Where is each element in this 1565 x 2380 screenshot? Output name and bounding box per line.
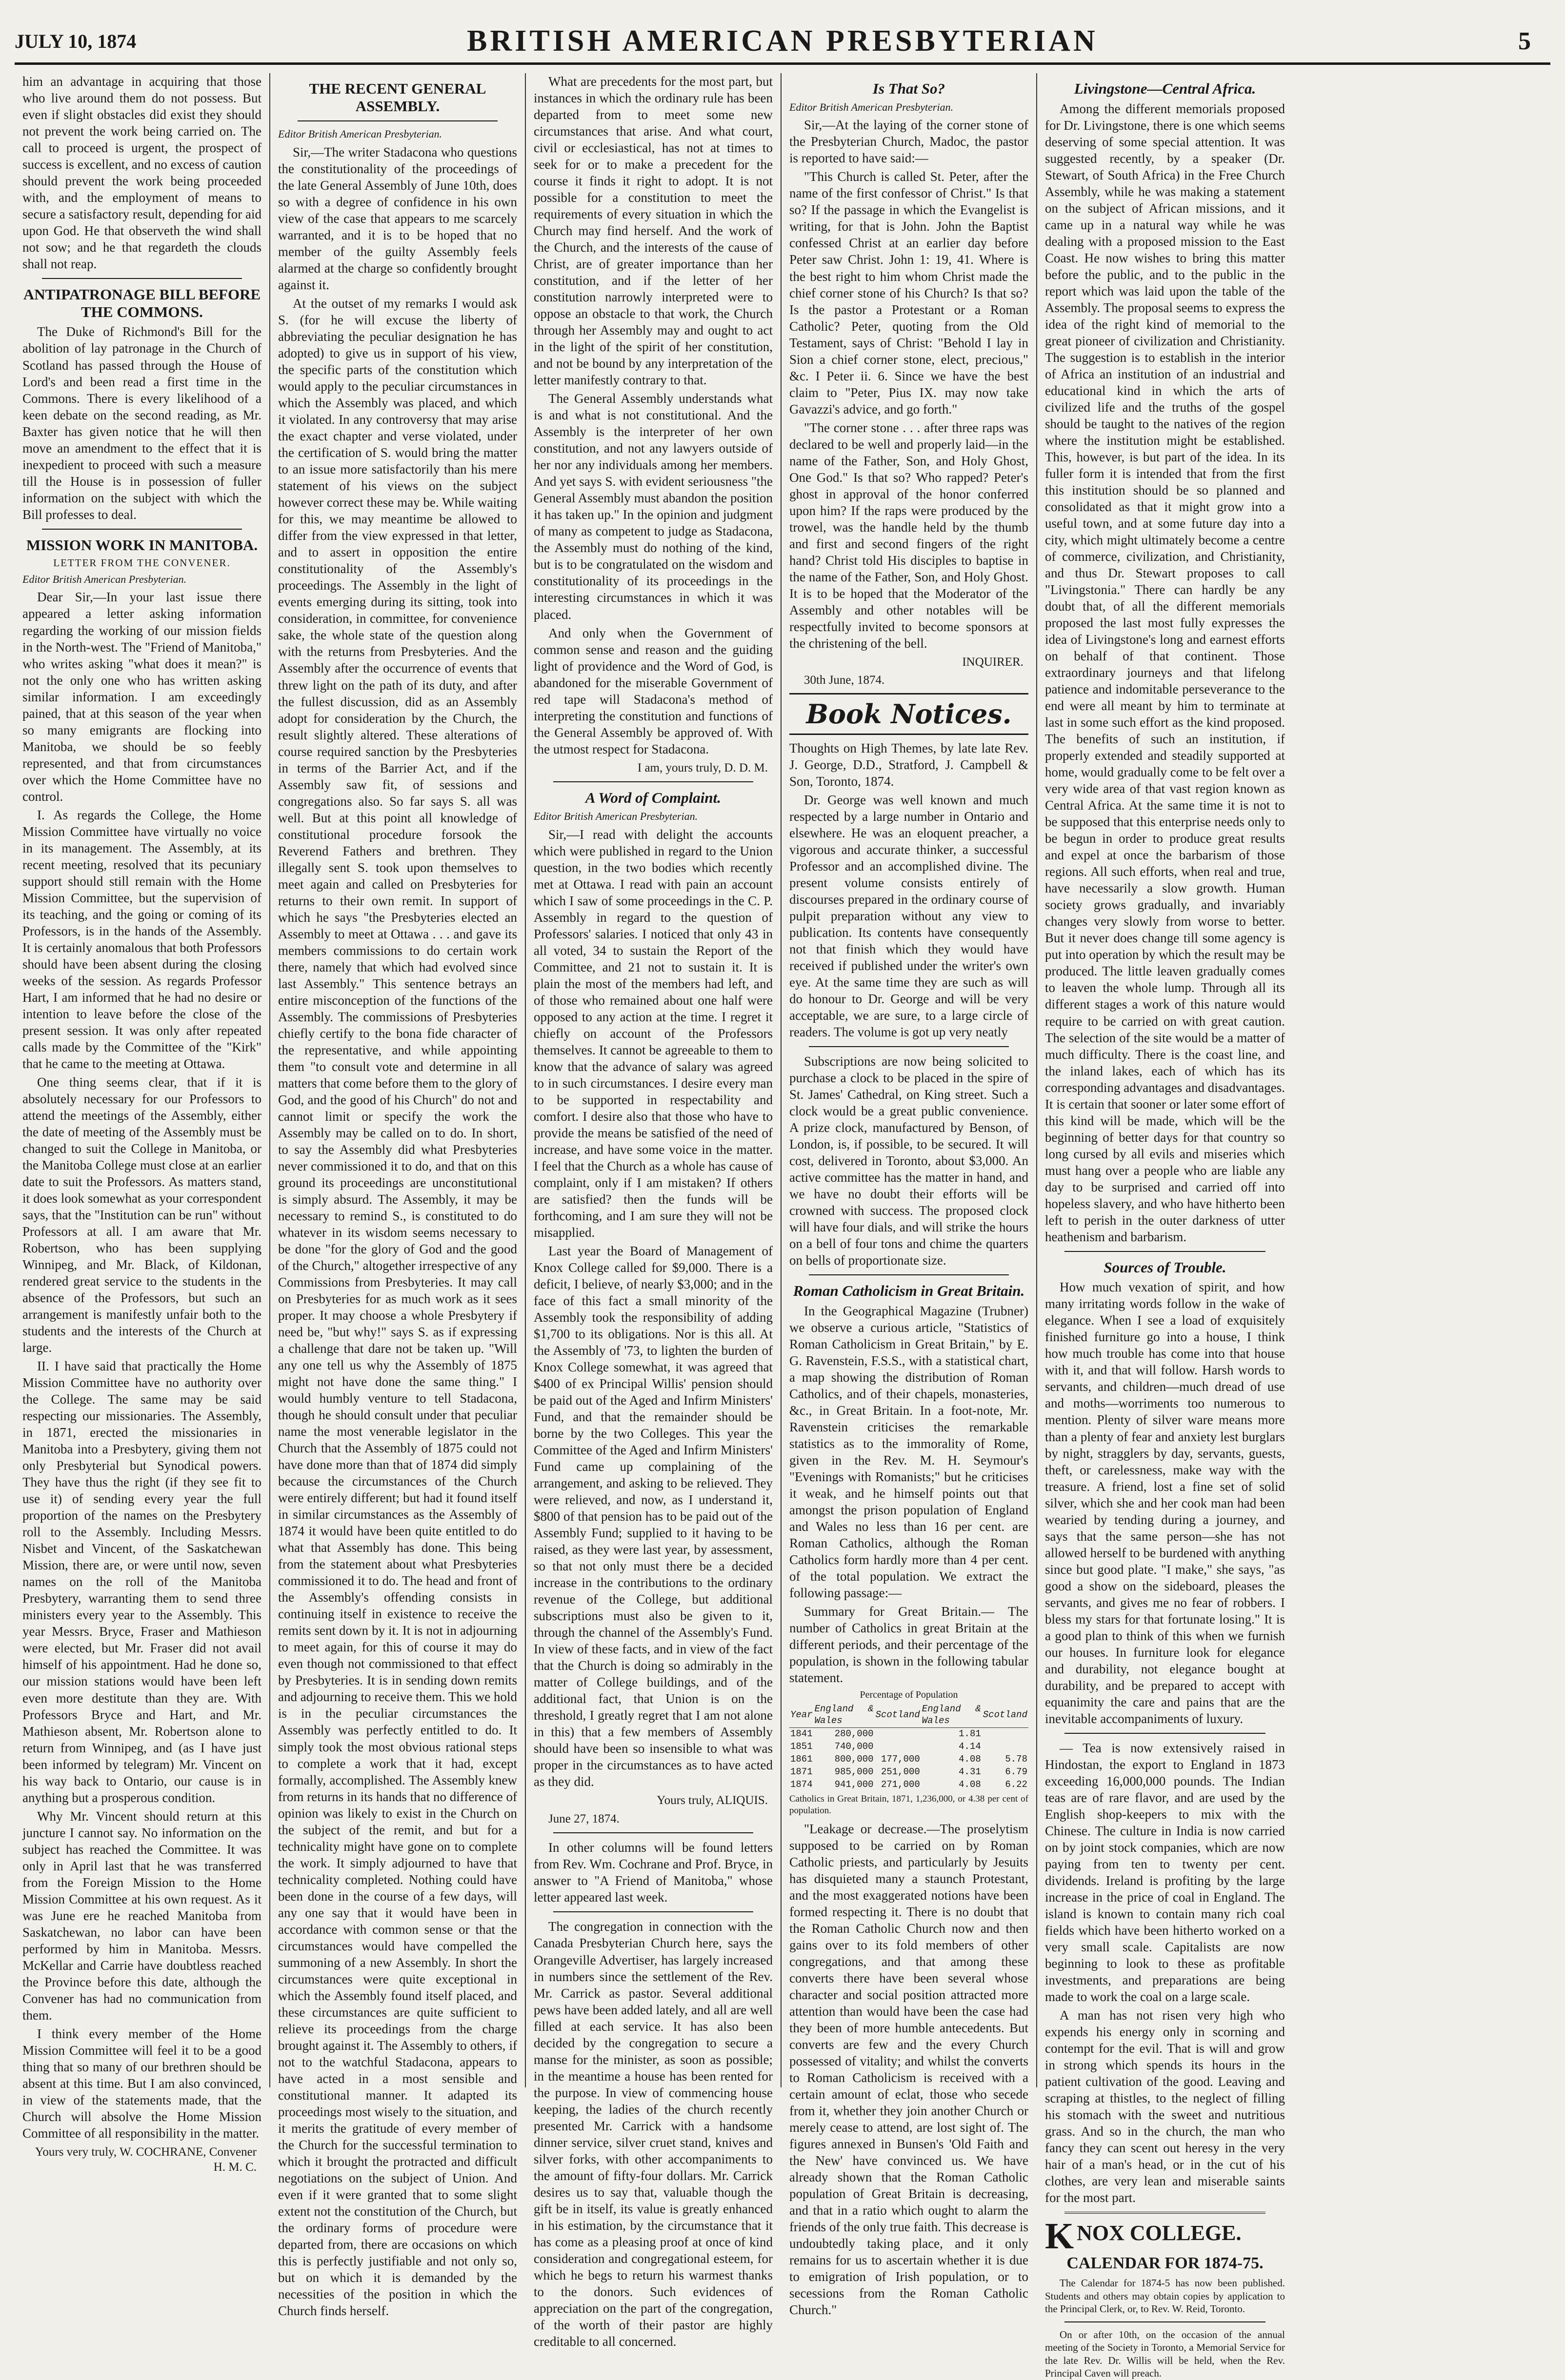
livingstone-title: Livingstone—Central Africa. <box>1074 80 1256 97</box>
book-review: Dr. George was well known and much respected by a large number in Ontario and elsewhere. He was an eloquent preacher, a vigorous and accurate thinker, a successful Professor and an accomplished divine. The present volume consists entirely of discourses prepared in the ordinary course of pulpit preparation without any view to publication. Its contents have consequently not that finish which they would have received if published under the writer's own eye. At the same time they are such as will do honour to Dr. George and will be very acceptable, we are sure, to a large circle of readers. The volume is got up very neatly <box>789 792 1028 1040</box>
book-title: Thoughts on High Themes, by late late Rev. J. George, D.D., Stratford, J. Campbell & Son, Toronto, 1874. <box>789 740 1028 789</box>
table-cell: 251,000 <box>881 1766 920 1778</box>
knox-title: NOX COLLEGE. <box>1077 2221 1242 2245</box>
mission-paragraph: One thing seems clear, that if it is absolutely necessary for our Professors to attend the meetings of the Assembly, either the date of meeting of the Assembly must be changed to suit the College in Manitoba, or the Manitoba College must close at an earlier date to suit the Professors. As matters stand, it does look somewhat as your correspondent says, that the "Institution can be run" without Professors at all. I am aware that Mr. Robertson, who has been supplying Winnipeg, and Mr. Black, of Kildonan, rendered great service to the students in the absence of the Professors, but such an arrangement is manifestly unfair both to the students and the interests of the Church at large. <box>22 1074 261 1355</box>
article-continuation: him an advantage in acquiring that those who live around them do not possess. But even if slight obstacles did exist they should not prevent the work being carried on. The call to proceed is urgent, the prospect of success is excellent, and no excess of caution should prevent the work being proceeded with, and the employment of means to secure a satisfactory result, depending for aid upon God. He that observeth the wind shall not sow; and he that regardeth the clouds shall not reap. <box>22 74 261 272</box>
table-cell: 1861 <box>790 1754 813 1765</box>
calendar-paragraph: The Calendar for 1874-5 has now been published. Students and others may obtain copies by application to the Principal Clerk, or, to Rev. W. Reid, Toronto. <box>1045 2277 1285 2315</box>
table-cell: 800,000 <box>834 1754 874 1765</box>
table-cell: 941,000 <box>834 1779 874 1790</box>
table-cell: 280,000 <box>834 1728 874 1740</box>
editor-note: Editor British American Presbyterian. <box>789 100 954 113</box>
stats-table <box>789 1703 1028 1792</box>
rc-paragraph: In the Geographical Magazine (Trubner) we observe a curious article, "Statistics of Roman Catholicism in Great Britain," by E. G. Ravenstein, F.S.S., with a statistical chart, a map showing the distribution of Roman Catholics, and of their chapels, monasteries, &c., in Great Britain. In a foot-note, Mr. Ravenstein criticises the remarkable statistics as to the immorality of Rome, given in the Rev. M. H. Seymour's "Evenings with Romanists;" but he criticises it weak, and he himself points out that amongst the prison population of England and Wales no less than 16 per cent. are Roman Catholics, although the Roman Catholics form hardly more than 4 per cent. of the total population. We extract the following passage:— <box>789 1304 1028 1601</box>
signature: Yours truly, ALIQUIS. <box>657 1794 768 1807</box>
tea-paragraph: — Tea is now extensively raised in Hindostan, the export to England in 1873 exceeding 16,000,000 pounds. The Indian teas are of rare flavor, and are used by the English shop-keepers to mix with the Chinese. The culture in India is now carried on by joint stock companies, which are now paying from ten to twenty per cent. dividends. Ireland is profiting by the large increase in the price of coal in England. The island is known to contain many rich coal fields which have been hitherto worked on a very small scale. Capitalists are now beginning to look to these as profitable investments, and preparations are being made to work the coal on a large scale. <box>1045 1740 1285 2004</box>
table-cell: 1874 <box>790 1779 813 1790</box>
divider <box>553 1911 753 1912</box>
divider <box>298 120 498 121</box>
assembly-paragraph: And only when the Government of common sense and reason and the guiding light of providence and the Word of God, is abandoned for the miserable Government of red tape will Stadacona's method of interpreting the constitution and functions of the General Assembly be approved of. With the utmost respect for Stadacona. <box>534 625 773 756</box>
page-number: 5 <box>1518 27 1531 55</box>
table-cell: 1851 <box>790 1741 813 1752</box>
knox-college-heading <box>1045 2216 1285 2257</box>
signature: Yours very truly, W. COCHRANE, Convener H. M. C. <box>35 2145 257 2174</box>
table-cell <box>982 1728 1028 1741</box>
stats-note: Catholics in Great Britain, 1871, 1,236,000, or 4.38 per cent of population. <box>789 1794 1028 1816</box>
masthead <box>15 20 1550 65</box>
rc-paragraph: "Leakage or decrease.—The proselytism supposed to be carried on by Roman Catholic priests, and particularly by Jesuits has disquieted many a staunch Protestant, and the most exaggerated notions have been formed respecting it. There is no doubt that the Roman Catholic Church now and then gains over to its fold members of other congregations, and that among these converts there have been several whose character and social position attracted more attention than would have been the case had they been of more humble antecedents. But converts are few and the every Church possessed of vitality; and whilst the converts to Roman Catholicism is received with a certain amount of eclat, those who secede from it, whether they join another Church or merely cease to attend, are lost sight of. The figures annexed in Bunsen's 'Old Faith and the New' have convinced us. We have already shown that the Roman Catholic population of Great Britain is decreasing, and that in a ratio which ought to alarm the friends of the only true faith. This decrease is undoubtedly taking place, and it only remains for us to ascertain whether it is due to emigration of Irish population, or to secessions from the Roman Catholic Church." <box>789 1822 1028 2318</box>
table-cell: 271,000 <box>881 1779 920 1790</box>
book-notices-heading: Book Notices. <box>789 693 1028 735</box>
notice-paragraph: In other columns will be found letters from Rev. Wm. Cochrane and Prof. Bryce, in answer to "A Friend of Manitoba," whose letter appeared last week. <box>534 1840 773 1905</box>
mission-paragraph: I think every member of the Home Mission Committee will feel it to be a good thing that so many of our brethren should be absent at this time. But I am also convinced, in view of the statements made, that the Church will absolve the Home Mission Committee of all responsibility in the matter. <box>22 2026 261 2141</box>
rc-paragraph: Summary for Great Britain.— The number of Catholics in great Britain at the different periods, and their percentage of the population, is shown in the following tabular statement. <box>789 1604 1028 1686</box>
column-3 <box>526 73 782 2349</box>
divider <box>553 1832 753 1833</box>
mission-title: MISSION WORK IN MANITOBA. <box>26 536 258 554</box>
editor-note: Editor British American Presbyterian. <box>278 128 442 140</box>
assembly-paragraph: The General Assembly understands what is and what is not constitutional. And the Assembly is the interpreter of her own constitution, and not any lawyers outside of her nor any individuals among her members. And yet says S. with evident seriousness "the General Assembly must abandon the position it has taken up." In the opinion and judgment of many as competent to judge as Stadacona, the Assembly must do nothing of the kind, but is to be congratulated on the wisdom and constitutionality of its proceedings in the interesting circumstances in which it was placed. <box>534 391 773 622</box>
table-row <box>789 1741 1028 1753</box>
editor-note: Editor British American Presbyterian. <box>534 810 698 822</box>
table-cell: 1871 <box>790 1766 813 1778</box>
table-row <box>789 1766 1028 1779</box>
table-row <box>789 1779 1028 1791</box>
table-cell <box>875 1741 921 1753</box>
table-cell: 6.22 <box>1005 1779 1027 1790</box>
sources-paragraph: How much vexation of spirit, and how many irritating words follow in the wake of elegance. When I see a load of exquisitely finished furniture go into a house, I think how much trouble has come into that house with it, and that will follow. Harsh words to servants, and children—much dread of use and moths—worriments too numerous to mention. Plenty of silver ware means more than a plenty of fear and anxiety lest burglars by night, stragglers by day, servants, guests, theft, or carelessness, make way with the treasure. A friend, lost a fine set of solid silver, which she and her cook man had been wearied by tending during a journey, and says that the same person—she has not allowed herself to be burdened with anything since but good plate. "I make," she says, "as good a show on the sideboard, pleases the servants, and gives me no fear of robbers. I bless my stars for that fortunate losing." It is a good plan to think of this when we furnish our houses. In furniture look for elegance and durability, not elegance bought at durability, and be prepared to accept with equanimity the care and pains that are the inevitable accompaniments of luxury. <box>1045 1280 1285 1726</box>
divider <box>809 1046 1009 1047</box>
table-cell: 4.08 <box>959 1779 981 1790</box>
antipatronage-paragraph: The Duke of Richmond's Bill for the abolition of lay patronage in the Church of Scotland has passed through the House of Lord's and been read a first time in the Commons. There is every likelihood of a keen debate on the second reading, as Mr. Baxter has given notice that he will then move an amendment to the effect that it is inexpedient to proceed with such a measure till the House is in possession of fuller information on the subject with which the Bill professes to deal. <box>22 324 261 522</box>
table-cell: 177,000 <box>881 1754 920 1765</box>
dateline: June 27, 1874. <box>548 1812 620 1825</box>
letter-paragraph: Sir,—At the laying of the corner stone of the Presbyterian Church, Madoc, the pastor is reported to have said:— <box>789 118 1028 166</box>
column-4 <box>782 73 1037 2318</box>
divider <box>553 781 753 782</box>
table-header: Scotland <box>875 1703 921 1728</box>
divider <box>1064 2321 1265 2322</box>
table-header-row <box>789 1703 1028 1728</box>
letter-paragraph: "This Church is called St. Peter, after the name of the first confessor of Christ." Is that so? If the passage in which the Evangelist is writing, for that is John. John the Baptist confessed Christ at an earlier day before Peter saw Christ. John 1: 19, 41. Where is the best right to him whom Christ made the chief corner stone of his Church? Is that so? Is the pastor a Protestant or a Roman Catholic? Peter, quoting from the Old Testament, says of Christ: "Behold I lay in Sion a chief corner stone, elect, precious," &c. I Peter ii. 6. Since we have the best claim to "Peter, Pius IX. may now take Gavazzi's advice, and go forth." <box>789 169 1028 416</box>
signature: INQUIRER. <box>962 655 1023 669</box>
table-header: Year <box>789 1703 814 1728</box>
table-cell: 1841 <box>790 1728 813 1740</box>
assembly-paragraph: Sir,—The writer Stadacona who questions the constitutionality of the proceedings of the late General Assembly of June 10th, does so with a degree of confidence in his own view of the case that appears to me scarcely warranted, and it is to be hoped that no member of the guilty Assembly feels alarmed at the charge so confidently brought against it. <box>278 145 517 293</box>
mission-paragraph: I. As regards the College, the Home Mission Committee have virtually no voice in its management. The Assembly, at its recent meeting, resolved that its pecuniary support should still remain with the Home Mission Committee, but the supervision of its teaching, and the going or coming of its Professors, is in the hands of the Assembly. It is certainly anomalous that both Professors should have been absent during the closing weeks of the session. As regards Professor Hart, I am informed that he had no desire or intention to leave before the close of the present session. It was only after repeated calls made by the Committee of the "Kirk" that he came to the meeting at Ottawa. <box>22 807 261 1071</box>
column-5 <box>1037 73 1293 2380</box>
congregation-paragraph: The congregation in connection with the Canada Presbyterian Church here, says the Orangeville Advertiser, has largely increased in numbers since the settlement of the Rev. Mr. Carrick as pastor. Several additional pews have been added lately, and all are well filled at each service. It has also been decided by the congregation to secure a manse for the minister, as soon as possible; in the meantime a house has been rented for the purpose. In view of commencing house keeping, the ladies of the church recently presented Mr. Carrick with a handsome dinner service, silver cruet stand, knives and silver forks, with other accompaniments to the amount of fifty-four dollars. Mr. Carrick desires us to say that, valuable though the gift be in itself, its value is greatly enhanced in his estimation, by the circumstance that it has come as a pleasing proof at once of kind consideration and congregational esteem, for which he begs to return his warmest thanks to the donors. Such evidences of appreciation on the part of the congregation, of the worth of their pastor are highly creditable to all concerned. <box>534 1919 773 2349</box>
complaint-title: A Word of Complaint. <box>585 789 721 807</box>
table-cell: 4.14 <box>959 1741 981 1752</box>
table-row <box>789 1753 1028 1766</box>
complaint-paragraph: Sir,—I read with delight the accounts which were published in regard to the Union question, in the two bodies which recently met at Ottawa. I read with pain an account which I saw of some proceedings in the C. P. Assembly in regard to the question of Professors' salaries. I noticed that only 43 in all voted, 34 to sustain the Report of the Committee, and 21 not to sustain it. It is plain the most of the members had left, and of those who remained about one half were opposed to any action at the time. I regret it chiefly on account of the Professors themselves. It cannot be agreeable to them to know that the advance of salary was agreed to in such circumstances. I desire every man to be supported in respectability and comfort. I desire also that those who have to provide the means be satisfied of the need of increase, and have some voice in the matter. I feel that the Church as a whole has cause of complaint, only if I am mistaken? If others are satisfied? then the funds will be forthcoming, and I am sure they will not be misapplied. <box>534 827 773 1240</box>
roman-catholicism-title: Roman Catholicism in Great Britain. <box>793 1282 1025 1300</box>
mission-paragraph: II. I have said that practically the Home Mission Committee have no authority over the College. The same may be said respecting our missionaries. The Assembly, in 1871, erected the missionaries in Manitoba into a Presbytery, giving them not only Presbyterial but Synodical powers. They have thus the right (if they see fit to use it) of sending every year the full proportion of the names on the Presbytery roll to the Assembly. Including Messrs. Nisbet and Vincent, of the Saskatchewan Mission, there are, or were until now, seven names on the roll of the Manitoba Presbytery, warranting them to send three ministers every year to the Assembly. This year Messrs. Bryce, Fraser and Mathieson were elected, but Mr. Fraser did not avail himself of his appointment. Had he done so, our mission stations would have been left even more destitute than they are. With Professors Bryce and Hart, and Mr. Mathieson absent, Mr. Robertson alone to return from Winnipeg, and (as I have just been informed by telegram) Mr. Vincent on his way back to Ontario, our cause is in anything but a prosperous condition. <box>22 1359 261 1805</box>
drop-cap: K <box>1045 2216 1074 2257</box>
table-cell: 1.81 <box>959 1728 981 1740</box>
table-cell <box>982 1741 1028 1753</box>
table-cell: 6.79 <box>1005 1766 1027 1778</box>
clock-paragraph: Subscriptions are now being solicited to purchase a clock to be placed in the spire of St. James' Cathedral, on King street. Such a clock would be a great public convenience. A prize clock, manufactured by Benson, of London, is, if possible, to be secured. It will cost, delivered in Toronto, about $3,000. An active committee has the matter in hand, and we have no doubt their efforts will be crowned with success. The proposed clock will have four dials, and will strike the hours on a bell of four tons and chime the quarters on bells of proportionate size. <box>789 1054 1028 1268</box>
divider <box>1064 2212 1265 2214</box>
letter-paragraph: "The corner stone . . . after three raps was declared to be well and properly laid—in the name of the Father, Son, and Holy Ghost, One God." Is that so? Who rapped? Peter's ghost in approval of the honor conferred upon him? If the raps were produced by the trowel, was the handle held by the thumb and first and second fingers of the right hand? Christ told His disciples to baptise in the name of the Father, Son, and Holy Ghost. It is to be hoped that the Moderator of the Assembly and other notables will be respectfully invited to become sponsors at the christening of the bell. <box>789 420 1028 651</box>
table-cell: 985,000 <box>834 1766 874 1778</box>
man-paragraph: A man has not risen very high who expends his energy only in scorning and contempt for the evil. That is will and grow in strong which spends its hours in the patient cultivation of the good. Leaving and scraping at thistles, to the neglect of filling his stomach with the sweet and nutritious grass. And so in the church, the man who fancy they can scent out heresy in the very hair of a man's head, or in the cut of his clothes, are very lean and miserable saints for the most part. <box>1045 2008 1285 2205</box>
assembly-paragraph: At the outset of my remarks I would ask S. (for he will excuse the liberty of abbreviating the peculiar designation he has adopted) to give us in support of his view, the specific parts of the constitution which would apply to the peculiar circumstances in which the Assembly was placed, and which it violated. In any controversy that may arise the exact chapter and verse violated, under the certification of S. would bring the matter to an issue more satisfactorily than his mere statement of his views on the subject however correct these may be. While waiting for this, we may meantime be allowed to differ from the view expressed in that letter, and to assert in opposition the entire constitutionality of the Assembly's proceedings. The Assembly in the light of events emerging during its sitting, took into consideration, in committee, for convenience sake, the whole state of the question along with the returns from Presbyteries. And the Assembly after the occurrence of events that threw light on the path of its duty, and after the fullest discussion, did as an Assembly adopt for consideration by the Church, the result slightly altered. These alterations of course required sanction by the Presbyteries in terms of the Barrier Act, and if the Assembly saw fit, of sessions and congregations also. So far says S. all was well. But at this point all knowledge of constitutional procedure forsook the Reverend Fathers and brethren. They illegally sent S. took upon themselves to meet again and called on Presbyteries for returns to their own remit. In support of which he says "the Presbyteries elected an Assembly to meet at Ottawa . . . and gave its members commissions to do certain work there, namely that which had evolved since last Assembly." This sentence betrays an entire misconception of the functions of the Assembly. The commissions of Presbyteries chiefly certify to the bona fide character of the representative, and while appointing them "to consult vote and determine in all matters that come before them to the glory of God, and the good of his Church" do not and cannot limit or specify the work the Assembly may be called on to do. In short, to say the Assembly did what Presbyteries never commissioned it to do, and that on this ground its proceedings are unconstitutional is simply absurd. The Assembly, it may be necessary to remind S., is constituted to do whatever in its wisdom seems necessary to be done "for the glory of God and the good of the Church," altogether irrespective of any Commissions from Presbyteries. It may call on Presbyteries for as much work as it sees proper. It may choose a whole Presbytery if need be, "but why!" says S. as if expressing a challenge that dare not be taken up. "Will any one tell us why the Assembly of 1875 might not have done the same thing." I would humbly venture to tell Stadacona, though he should consult under that peculiar name the most venerable legislator in the Church that the Assembly of 1875 could not have done more than that of 1874 did simply because the circumstances of the Church were entirely different; but had it found itself in similar circumstances as the Assembly of 1874 it would have been quite entitled to do what that Assembly has done. This being from the statement about what Presbyteries commissioned it to do. The head and front of the Assembly's offending consists in continuing itself in existence to receive the remits sent down by it. It is not in adjourning to meet again, for this of course it may do even though not commissioned to that effect by Presbyteries. It is in sending down remits and adjourning to receive them. This we hold is in the peculiar circumstances the Assembly was perfectly entitled to do. It simply took the most obvious rational steps to complete a work that it had, except formally, accomplished. The Assembly knew from returns in its hands that no difference of opinion was likely to exist in the Church on the subject of the remit, and but for a technicality might have gone on to complete the work. It simply adjourned to have that technicality completed. Nothing could have been done in the course of a few days, will any one say that it would have been in accordance with common sense or that the circumstances would have compelled the summoning of a new Assembly. In short the circumstances were quite exceptional in which the Assembly found itself placed, and these circumstances are quite sufficient to relieve its proceedings from the charge brought against it. The Assembly to others, if not to the watchful Stadacona, appears to have acted in a most sensible and constitutional manner. It adapted its proceedings most wisely to the situation, and it merits the gratitude of every member of the Church for the successful termination to which it brought the protracted and difficult negotiations on the subject of Union. And even if it were granted that to some slight extent not the constitution of the Church, but the ordinary forms of procedure were departed from, there are occasions on which this is perfectly justifiable and not only so, but on which it is demanded by the necessities of the position in which the Church finds herself. <box>278 296 517 2319</box>
table-row <box>789 1728 1028 1741</box>
table-cell: 4.08 <box>959 1754 981 1765</box>
is-that-so-title: Is That So? <box>872 80 945 97</box>
notice-paragraph: On or after 10th, on the occasion of the annual meeting of the Society in Toronto, a Memorial Service for the late Rev. Dr. Willis will be held, when the Rev. Principal Caven will preach. <box>1045 2328 1285 2380</box>
divider <box>1064 1733 1265 1734</box>
divider <box>1064 1251 1265 1252</box>
table-cell <box>875 1728 921 1741</box>
livingstone-paragraph: Among the different memorials proposed for Dr. Livingstone, there is one which seems deserving of some special attention. It was suggested recently, by a speaker (Dr. Stewart, of South Africa) in the Free Church Assembly, while he was making a statement on the subject of African missions, and it came up in a natural way while he was dealing with a proposed mission to the East Coast. He now wishes to bring this matter before the public, and to the public in the report which was laid upon the table of the Assembly. The proposal seems to express the idea of the right kind of memorial to the great pioneer of civilization and Christianity. The suggestion is to establish in the interior of Africa an institution of an industrial and educational kind in which the arts of civilized life and the truths of the gospel should be taught to the natives of the region where the institution might be established. This, however, is but part of the idea. In its fuller form it is intended that from the first this institution should be so planned and consolidated as that it might grow into a useful town, and at some future day into a city, which might ultimately become a centre of commerce, civilization, and Christianity, and thus Dr. Stewart proposes to call "Livingstonia." There can hardly be any doubt that, of all the different memorials proposed the last most fully expresses the idea of Livingstone's long and earnest efforts on behalf of that continent. Those extraordinary journeys and that lifelong patience and indomitable perseverance to the end were all meant by him to terminate at last in some such effort as the kind proposed. The benefits of such an institution, if properly extended and steadily supported at home, would gradually come to be felt over a very wide area of that vast region known as Central Africa. At the same time it is not to be supposed that this enterprise needs only to be begun in order to produce great results and expel at once the barbarism of those regions. All such efforts, when real and true, have necessarily a slow growth. Human society grows gradually, and invariably changes very slowly from worse to better. But it never does change till some agency is put into operation by which the result may be produced. The little leaven gradually comes to leaven the whole lump. Through all its different stages a work of this nature would require to be carried on with great caution. The selection of the site would be a matter of much difficulty. There is the coast line, and the inland lakes, each of which has its corresponding advantages and disadvantages. It is certain that sooner or later some effort of this kind will be made, which will be the beginning of better days for that country so long cursed by all evils and miseries which must hang over a people who are liable any day to be surprised and carried off into hopeless slavery, and who have hitherto been left to perish in the outer darkness of utter heathenism and barbarism. <box>1045 101 1285 1244</box>
stats-title: Percentage of Population <box>860 1689 958 1701</box>
newspaper-title: BRITISH AMERICAN PRESBYTERIAN <box>467 24 1098 58</box>
issue-date: JULY 10, 1874 <box>15 30 137 52</box>
table-cell: 5.78 <box>1005 1754 1027 1765</box>
assembly-title: THE RECENT GENERAL ASSEMBLY. <box>309 80 486 115</box>
mission-paragraph: Dear Sir,—In your last issue there appeared a letter asking information regarding the working of our mission fields in the North-west. The "Friend of Manitoba," who writes asking "what does it mean?" is not the only one who has written asking similar information. I am exceedingly pained, that at this season of the year when so many emigrants are flocking into Manitoba, we should be so feebly represented, and that from circumstances over which the Home Committee have no control. <box>22 590 261 804</box>
complaint-paragraph: Last year the Board of Management of Knox College called for $9,000. There is a deficit, I believe, of nearly $3,000; and in the face of this fact a small minority of the Assembly took the responsibility of adding $1,700 to its obligations. Nor is this all. At the Assembly of '73, to lighten the burden of Knox College somewhat, it was agreed that $400 of ex Principal Willis' pension should be paid out of the Aged and Infirm Ministers' Fund, and that the remainder should be borne by the two Colleges. This year the Committee of the Aged and Infirm Ministers' Fund came up complaining of the arrangement, and asking to be relieved. They were relieved, and now, as I understand it, $800 of that pension has to be paid out of the Assembly Fund; supplied to it having to be raised, as they were last year, by assessment, so that not only must there be a decided increase in the contributions to the ordinary revenue of the College, but additional subscriptions must also be given to it, through the channel of the Assembly's Fund. In view of these facts, and in view of the fact that the Church is doing so admirably in the matter of College buildings, and of the additional fact, that Union is on the threshold, I greatly regret that I am not alone in this) that a few members of Assembly should have been so insensible to what was proper in the circumstances as to have acted as they did. <box>534 1243 773 1789</box>
divider <box>809 1274 1009 1275</box>
divider <box>42 529 242 530</box>
antipatronage-title: ANTIPATRONAGE BILL BEFORE THE COMMONS. <box>23 286 261 320</box>
table-cell: 4.31 <box>959 1766 981 1778</box>
mission-paragraph: Why Mr. Vincent should return at this juncture I cannot say. No information on the subject has reached the Committee. It was only in April last that he was transferred from the Foreign Mission to the Home Mission Committee at his own request. As it was June ere he reached Manitoba from Saskatchewan, no labor can have been performed by him in Manitoba. Messrs. McKellar and Carrie have doubtless reached the Province before this date, although the Convener has had no communication from them. <box>22 1808 261 2023</box>
table-header: England & Wales <box>814 1703 875 1728</box>
sources-of-trouble-title: Sources of Trouble. <box>1104 1258 1226 1276</box>
mission-subtitle: LETTER FROM THE CONVENER. <box>53 557 231 569</box>
signature: I am, yours truly, D. D. M. <box>637 761 768 774</box>
calendar-heading: CALENDAR FOR 1874-75. <box>1066 2254 1264 2272</box>
table-cell: 740,000 <box>834 1741 874 1752</box>
column-2 <box>270 73 526 2319</box>
column-1 <box>15 73 270 2174</box>
divider <box>42 278 242 279</box>
columns <box>15 73 1550 2380</box>
table-header: Scotland <box>982 1703 1028 1728</box>
table-header: England & Wales <box>921 1703 982 1728</box>
assembly-paragraph: What are precedents for the most part, but instances in which the ordinary rule has been departed from to meet some new circumstances that arise. And what court, civil or ecclesiastical, has not at times to seek for or to make a precedent for the course it finds it right to adopt. It is not possible for a constitution to meet the requirements of every situation in which the Church may find herself. And the work of the Church, and the interests of the cause of Christ, are of greater importance than her constitution, and if the letter of her constitution narrowly interpreted were to oppose an obstacle to that work, the Church through her Assembly may and ought to act in the light of the spirit of her constitution, and not be bound by any interpretation of the letter manifestly contrary to that. <box>534 74 773 388</box>
editor-note: Editor British American Presbyterian. <box>22 573 187 585</box>
dateline: 30th June, 1874. <box>804 674 885 687</box>
